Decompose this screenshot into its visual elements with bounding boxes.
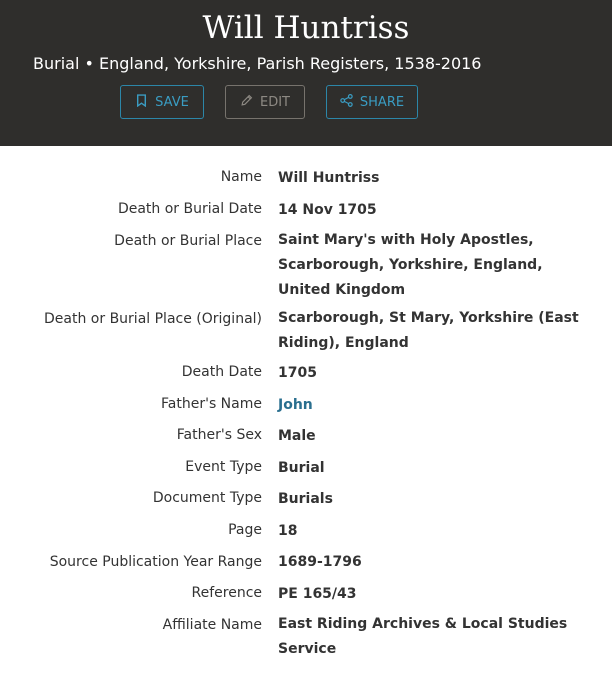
field-label: Father's Name xyxy=(161,396,262,412)
field-value: 1689-1796 xyxy=(278,554,362,570)
field-label: Father's Sex xyxy=(176,427,262,443)
field-value: 18 xyxy=(278,523,298,539)
record-subtitle: Burial • England, Yorkshire, Parish Registers, 1538-2016 xyxy=(33,54,482,73)
field-value: 14 Nov 1705 xyxy=(278,202,377,218)
field-value: Scarborough, St Mary, Yorkshire (East Riding), England xyxy=(278,310,579,351)
edit-button[interactable] xyxy=(225,85,305,119)
field-label: Document Type xyxy=(152,490,262,506)
bookmark-icon xyxy=(135,94,148,111)
field-value: Saint Mary's with Holy Apostles, Scarborough, Yorkshire, England, United Kingdom xyxy=(278,232,543,298)
field-label: Name xyxy=(220,169,262,185)
record-title: Will Huntriss xyxy=(202,10,410,46)
father-name-link[interactable]: John xyxy=(278,397,313,413)
field-label: Source Publication Year Range xyxy=(49,554,262,570)
record-header xyxy=(0,0,612,146)
field-value: East Riding Archives & Local Studies Service xyxy=(278,616,568,657)
field-label: Event Type xyxy=(185,459,262,475)
field-label: Death or Burial Place xyxy=(114,233,262,249)
share-button[interactable] xyxy=(326,85,418,119)
field-value: Will Huntriss xyxy=(278,170,380,186)
field-value: 1705 xyxy=(278,365,317,381)
edit-label: EDIT xyxy=(260,94,290,110)
save-button[interactable] xyxy=(120,85,204,119)
field-label: Death or Burial Date xyxy=(117,201,262,217)
field-label: Page xyxy=(228,522,262,538)
field-label: Death Date xyxy=(181,364,262,380)
field-value: Burials xyxy=(278,491,333,507)
field-label: Reference xyxy=(191,585,262,601)
save-label: SAVE xyxy=(155,94,189,110)
field-label: Affiliate Name xyxy=(162,617,262,633)
field-value: Male xyxy=(278,428,316,444)
field-value: Burial xyxy=(278,460,325,476)
share-icon xyxy=(340,94,353,111)
field-value: PE 165/43 xyxy=(278,586,357,602)
field-label: Death or Burial Place (Original) xyxy=(44,311,262,327)
share-label: SHARE xyxy=(359,94,405,110)
pencil-icon xyxy=(240,94,253,111)
